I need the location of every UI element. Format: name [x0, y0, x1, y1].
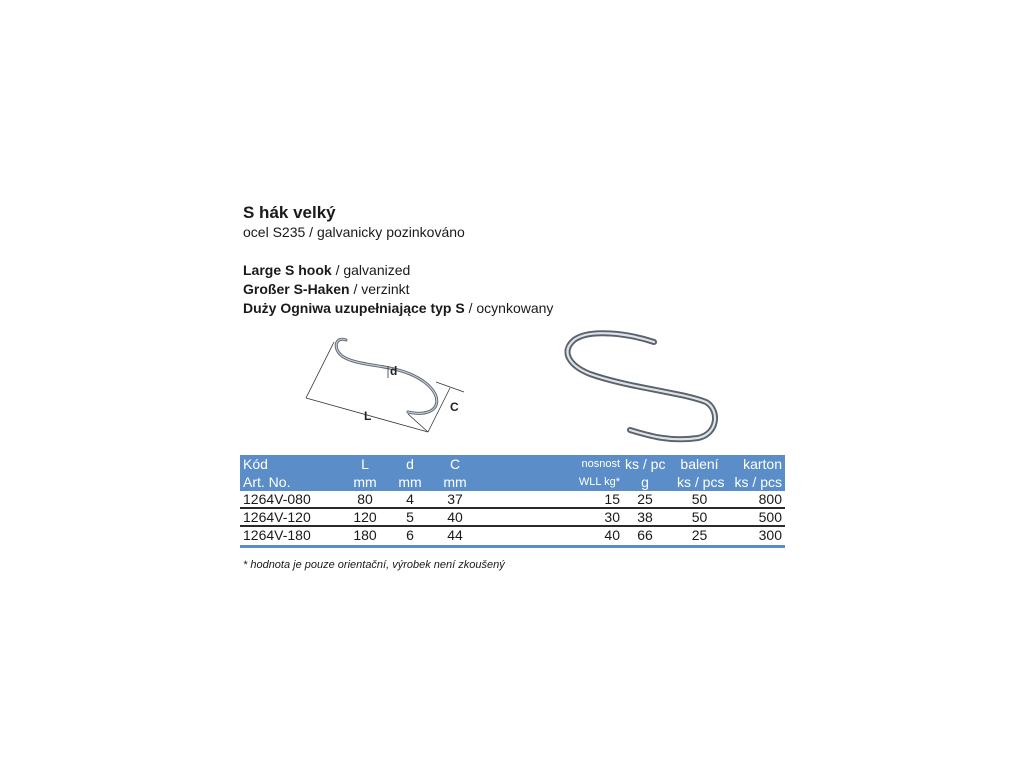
hook-product-image — [560, 326, 730, 444]
header-wll-unit: WLL kg* — [578, 476, 620, 488]
cell-karton: 500 — [758, 509, 782, 525]
header-art-no: Art. No. — [243, 474, 291, 490]
cell-baleni: 50 — [691, 509, 708, 525]
cell-wll: 15 — [604, 491, 620, 507]
header-l: L — [361, 456, 369, 472]
cell-c: 40 — [447, 509, 463, 525]
header-code: Kód — [243, 456, 268, 472]
dim-label-l: L — [364, 409, 372, 423]
dim-label-d: d — [390, 364, 398, 378]
spec-table — [240, 455, 785, 548]
header-ks-unit: g — [641, 474, 649, 490]
cell-wll: 40 — [604, 527, 620, 543]
cell-d: 6 — [406, 527, 414, 543]
cell-baleni: 25 — [691, 527, 708, 543]
translation-en-desc: / galvanized — [331, 262, 411, 278]
cell-ks: 66 — [637, 527, 653, 543]
translation-en — [243, 262, 410, 278]
product-subtitle: ocel S235 / galvanicky pozinkováno — [243, 224, 465, 240]
translation-de-desc: / verzinkt — [349, 281, 410, 297]
header-wll: nosnost — [581, 458, 620, 470]
header-c-unit: mm — [443, 474, 467, 490]
cell-karton: 800 — [758, 491, 782, 507]
cell-l: 120 — [353, 509, 377, 525]
table-header-row — [240, 455, 785, 473]
cell-d: 4 — [406, 491, 414, 507]
header-l-unit: mm — [353, 474, 377, 490]
table-row — [240, 491, 785, 509]
cell-wll: 30 — [604, 509, 620, 525]
cell-code: 1264V-180 — [243, 527, 311, 543]
header-ks: ks / pc — [625, 456, 666, 472]
cell-c: 37 — [447, 491, 463, 507]
translation-de-name: Großer S-Haken — [243, 281, 350, 297]
header-baleni: balení — [680, 456, 719, 472]
cell-code: 1264V-080 — [243, 491, 311, 507]
translation-pl — [243, 300, 553, 316]
dim-label-c: C — [450, 400, 459, 414]
header-karton-unit: ks / pcs — [734, 474, 782, 490]
cell-baleni: 50 — [691, 491, 708, 507]
footnote: * hodnota je pouze orientační, výrobek není zkoušený — [243, 559, 505, 571]
translation-en-name: Large S hook — [243, 262, 332, 278]
table-row — [240, 527, 785, 545]
cell-ks: 25 — [637, 491, 653, 507]
hook-dimension-drawing — [298, 330, 478, 440]
cell-l: 180 — [353, 527, 377, 543]
translation-de — [243, 281, 410, 297]
translation-pl-desc: / ocynkowany — [464, 300, 554, 316]
header-c: C — [449, 456, 461, 472]
cell-code: 1264V-120 — [243, 509, 311, 525]
table-bottom-rule — [240, 545, 785, 548]
header-d-unit: mm — [398, 474, 422, 490]
cell-karton: 300 — [758, 527, 782, 543]
table-header-row — [240, 473, 785, 491]
cell-d: 5 — [406, 509, 414, 525]
product-title: S hák velký — [243, 203, 336, 222]
header-d: d — [406, 456, 414, 472]
cell-l: 80 — [357, 491, 373, 507]
translation-pl-name: Duży Ogniwa uzupełniające typ S — [243, 300, 465, 316]
header-karton: karton — [743, 456, 782, 472]
header-baleni-unit: ks / pcs — [677, 474, 725, 490]
cell-c: 44 — [447, 527, 463, 543]
table-row — [240, 509, 785, 527]
cell-ks: 38 — [637, 509, 653, 525]
